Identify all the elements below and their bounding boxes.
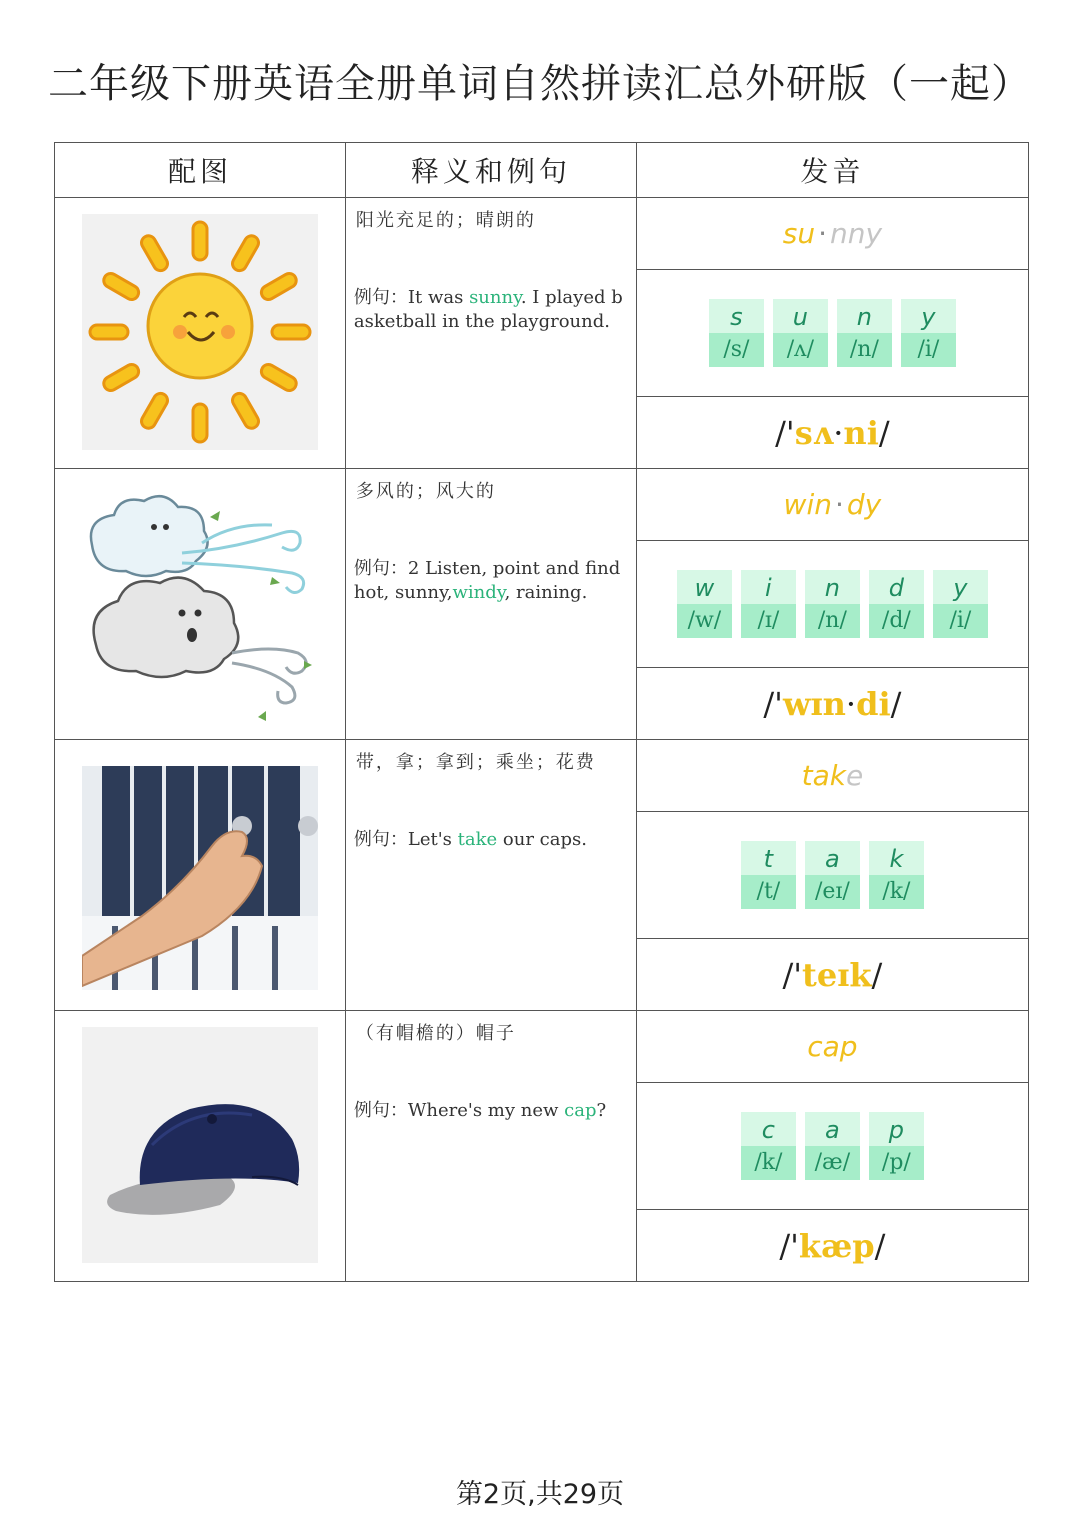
phonics-tile xyxy=(741,841,796,909)
header-pronunciation: 发音 xyxy=(636,143,1028,198)
example-before: Let's xyxy=(407,829,458,850)
phonics-tile xyxy=(709,299,764,367)
tile-phoneme: /eɪ/ xyxy=(805,875,860,909)
table-row xyxy=(55,740,1029,1011)
ipa-part-1: wɪn xyxy=(782,684,846,723)
tile-letter: c xyxy=(741,1112,796,1146)
tile-letter: a xyxy=(805,841,860,875)
syllable-3: e xyxy=(845,759,864,792)
wind-icon xyxy=(82,485,318,721)
syllable-dot: · xyxy=(834,488,844,521)
phonics-tile xyxy=(805,570,860,638)
phonics-tile xyxy=(901,299,956,367)
tile-phoneme: /s/ xyxy=(709,333,764,367)
phonics-tiles xyxy=(637,541,1028,668)
example-after: . I played b asketball in the playground. xyxy=(353,287,623,332)
picture-cell xyxy=(55,1011,346,1282)
ipa-transcription xyxy=(637,1210,1028,1281)
example-prefix: 例句： xyxy=(353,287,408,308)
phonics-tile xyxy=(677,570,732,638)
example-after: ? xyxy=(596,1100,607,1121)
example-before: Where's my new xyxy=(407,1100,565,1121)
meaning-text: 多风的；风大的 xyxy=(355,481,496,502)
tile-phoneme: /i/ xyxy=(933,604,988,638)
example-before: 2 Listen, point and find hot, sunny, xyxy=(353,558,621,603)
tile-phoneme: /p/ xyxy=(869,1146,924,1180)
syllable-split xyxy=(637,198,1028,270)
syllable-1: win xyxy=(783,488,832,521)
hand-taking-binder-photo xyxy=(82,766,318,990)
syllable-2: dy xyxy=(846,488,882,521)
syllable-split xyxy=(637,740,1028,812)
ipa-close: / xyxy=(874,1226,886,1265)
example-keyword: windy xyxy=(452,582,505,603)
page-number: 第2页,共29页 xyxy=(455,1479,625,1510)
syllable-1: su xyxy=(782,217,816,250)
ipa-close: / xyxy=(871,955,883,994)
tile-phoneme: /t/ xyxy=(741,875,796,909)
meaning-cell xyxy=(345,740,636,1011)
ipa-close: / xyxy=(878,413,890,452)
ipa-part-1: teɪk xyxy=(802,955,872,994)
syllable-split xyxy=(637,469,1028,541)
ipa-transcription xyxy=(637,397,1028,468)
example-sentence xyxy=(354,557,626,605)
cap-icon xyxy=(82,1027,318,1263)
tile-letter: d xyxy=(869,570,924,604)
example-prefix: 例句： xyxy=(353,1100,408,1121)
tile-letter: y xyxy=(933,570,988,604)
tile-letter: p xyxy=(869,1112,924,1146)
header-picture: 配图 xyxy=(55,143,346,198)
example-keyword: take xyxy=(457,829,498,850)
ipa-part-1: sʌ xyxy=(794,413,834,452)
ipa-open: /' xyxy=(763,684,783,723)
meaning-text: （有帽檐的）帽子 xyxy=(355,1023,516,1044)
phonics-tile xyxy=(805,1112,860,1180)
phonics-tile xyxy=(869,570,924,638)
ipa-part-2: di xyxy=(856,684,891,723)
phonics-tile xyxy=(741,1112,796,1180)
meaning-text: 带，拿；拿到；乘坐；花费 xyxy=(355,752,596,773)
ipa-close: / xyxy=(890,684,902,723)
ipa-separator: · xyxy=(845,684,857,723)
syllable-2: k xyxy=(829,759,846,792)
wind-clouds-illustration xyxy=(82,485,318,721)
example-prefix: 例句： xyxy=(353,558,408,579)
ipa-separator: · xyxy=(833,413,844,452)
sun-illustration xyxy=(82,214,318,450)
tile-letter: w xyxy=(677,570,732,604)
table-row xyxy=(55,1011,1029,1282)
ipa-open: /' xyxy=(782,955,803,994)
tile-letter: n xyxy=(837,299,892,333)
syllable-2: nny xyxy=(829,217,883,250)
picture-cell xyxy=(55,740,346,1011)
phonics-tiles xyxy=(637,270,1028,397)
syllable-dot: · xyxy=(818,217,827,250)
example-before: It was xyxy=(407,287,470,308)
tile-letter: u xyxy=(773,299,828,333)
ipa-transcription xyxy=(637,939,1028,1010)
pronunciation-cell xyxy=(636,469,1028,740)
ipa-open: /' xyxy=(779,1226,799,1265)
pronunciation-cell xyxy=(636,198,1028,469)
syllable-1: ta xyxy=(801,759,830,792)
phonics-tile xyxy=(773,299,828,367)
tile-phoneme: /n/ xyxy=(805,604,860,638)
example-keyword: cap xyxy=(564,1100,597,1121)
example-sentence xyxy=(354,828,626,852)
phonics-tile xyxy=(805,841,860,909)
phonics-tile xyxy=(837,299,892,367)
tile-letter: s xyxy=(709,299,764,333)
phonics-tile xyxy=(869,1112,924,1180)
phonics-tile xyxy=(741,570,796,638)
tile-phoneme: /ɪ/ xyxy=(741,604,796,638)
tile-phoneme: /n/ xyxy=(837,333,892,367)
example-sentence xyxy=(354,286,626,334)
picture-cell xyxy=(55,469,346,740)
ipa-open: /' xyxy=(775,413,795,452)
phonics-tiles xyxy=(637,1083,1028,1210)
pronunciation-cell xyxy=(636,740,1028,1011)
tile-phoneme: /i/ xyxy=(901,333,956,367)
picture-cell xyxy=(55,198,346,469)
meaning-text: 阳光充足的；晴朗的 xyxy=(355,210,536,231)
tile-phoneme: /æ/ xyxy=(805,1146,860,1180)
ipa-part-1: kæp xyxy=(798,1226,875,1265)
ipa-part-2: ni xyxy=(843,413,879,452)
example-sentence xyxy=(354,1099,626,1123)
header-meaning: 释义和例句 xyxy=(345,143,636,198)
tile-letter: i xyxy=(741,570,796,604)
baseball-cap-photo xyxy=(82,1027,318,1263)
example-prefix: 例句： xyxy=(353,829,408,850)
tile-phoneme: /w/ xyxy=(677,604,732,638)
tile-phoneme: /k/ xyxy=(741,1146,796,1180)
example-after: our caps. xyxy=(497,829,587,850)
tile-letter: k xyxy=(869,841,924,875)
sun-icon xyxy=(82,214,318,450)
example-after: , raining. xyxy=(504,582,588,603)
meaning-cell xyxy=(345,198,636,469)
syllable-1: cap xyxy=(807,1030,858,1063)
phonics-tile xyxy=(869,841,924,909)
phonics-tile xyxy=(933,570,988,638)
phonics-tiles xyxy=(637,812,1028,939)
tile-phoneme: /ʌ/ xyxy=(773,333,828,367)
page-title: 二年级下册英语全册单词自然拼读汇总外研版（一起） xyxy=(48,61,1032,107)
binder-photo-icon xyxy=(82,766,318,990)
table-header-row xyxy=(55,143,1029,198)
tile-letter: y xyxy=(901,299,956,333)
vocab-table xyxy=(54,142,1029,1282)
meaning-cell xyxy=(345,1011,636,1282)
syllable-split xyxy=(637,1011,1028,1083)
tile-letter: a xyxy=(805,1112,860,1146)
tile-phoneme: /d/ xyxy=(869,604,924,638)
meaning-cell xyxy=(345,469,636,740)
pronunciation-cell xyxy=(636,1011,1028,1282)
ipa-transcription xyxy=(637,668,1028,739)
example-keyword: sunny xyxy=(469,287,521,308)
tile-phoneme: /k/ xyxy=(869,875,924,909)
tile-letter: t xyxy=(741,841,796,875)
table-row xyxy=(55,198,1029,469)
table-row xyxy=(55,469,1029,740)
tile-letter: n xyxy=(805,570,860,604)
